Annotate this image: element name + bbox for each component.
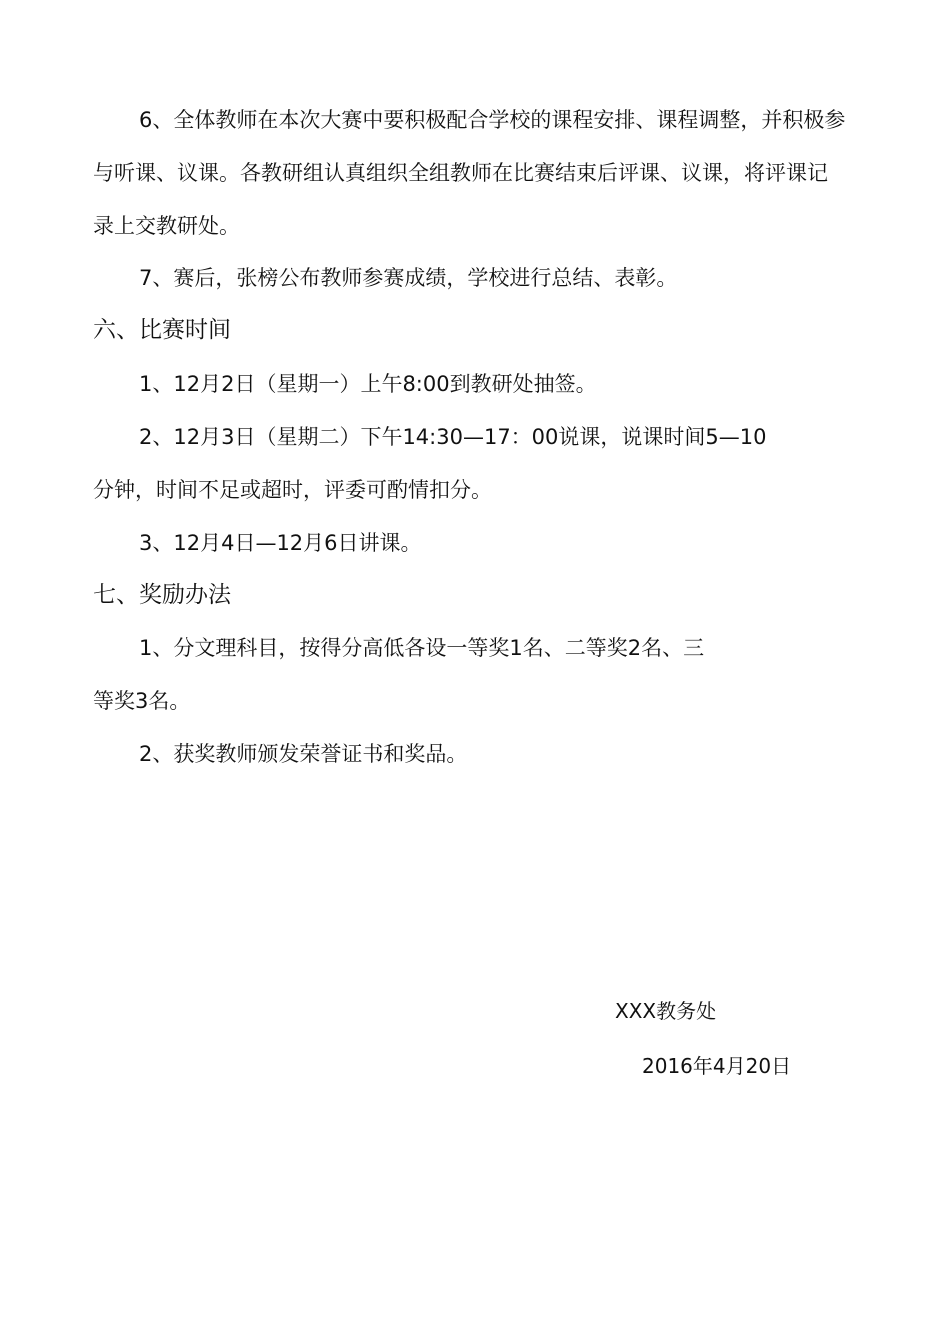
section6-item1: 1、12月2日（星期一）上午8:00到教研处抽签。: [139, 372, 597, 396]
section6-item2-line2: 分钟，时间不足或超时，评委可酌情扣分。: [93, 478, 492, 502]
section7-item1-line2: 等奖3名。: [93, 689, 191, 713]
section6-item2-line1: 2、12月3日（星期二）下午14:30—17：00说课，说课时间5—10: [139, 425, 767, 449]
item7: 7、赛后，张榜公布教师参赛成绩，学校进行总结、表彰。: [139, 266, 678, 290]
item6-line1: 6、全体教师在本次大赛中要积极配合学校的课程安排、课程调整，并积极参: [139, 108, 846, 132]
section7-item2: 2、获奖教师颁发荣誉证书和奖品。: [139, 742, 468, 766]
item6-line3: 录上交教研处。: [93, 214, 240, 238]
signature-date: 2016年4月20日: [642, 1054, 792, 1078]
section7-heading: 七、奖励办法: [93, 582, 231, 608]
signature-org: XXX教务处: [615, 999, 717, 1023]
section7-item1-line1: 1、分文理科目，按得分高低各设一等奖1名、二等奖2名、三: [139, 636, 705, 660]
section6-item3: 3、12月4日—12月6日讲课。: [139, 531, 422, 555]
section6-heading: 六、比赛时间: [93, 317, 231, 343]
item6-line2: 与听课、议课。各教研组认真组织全组教师在比赛结束后评课、议课，将评课记: [93, 161, 828, 185]
